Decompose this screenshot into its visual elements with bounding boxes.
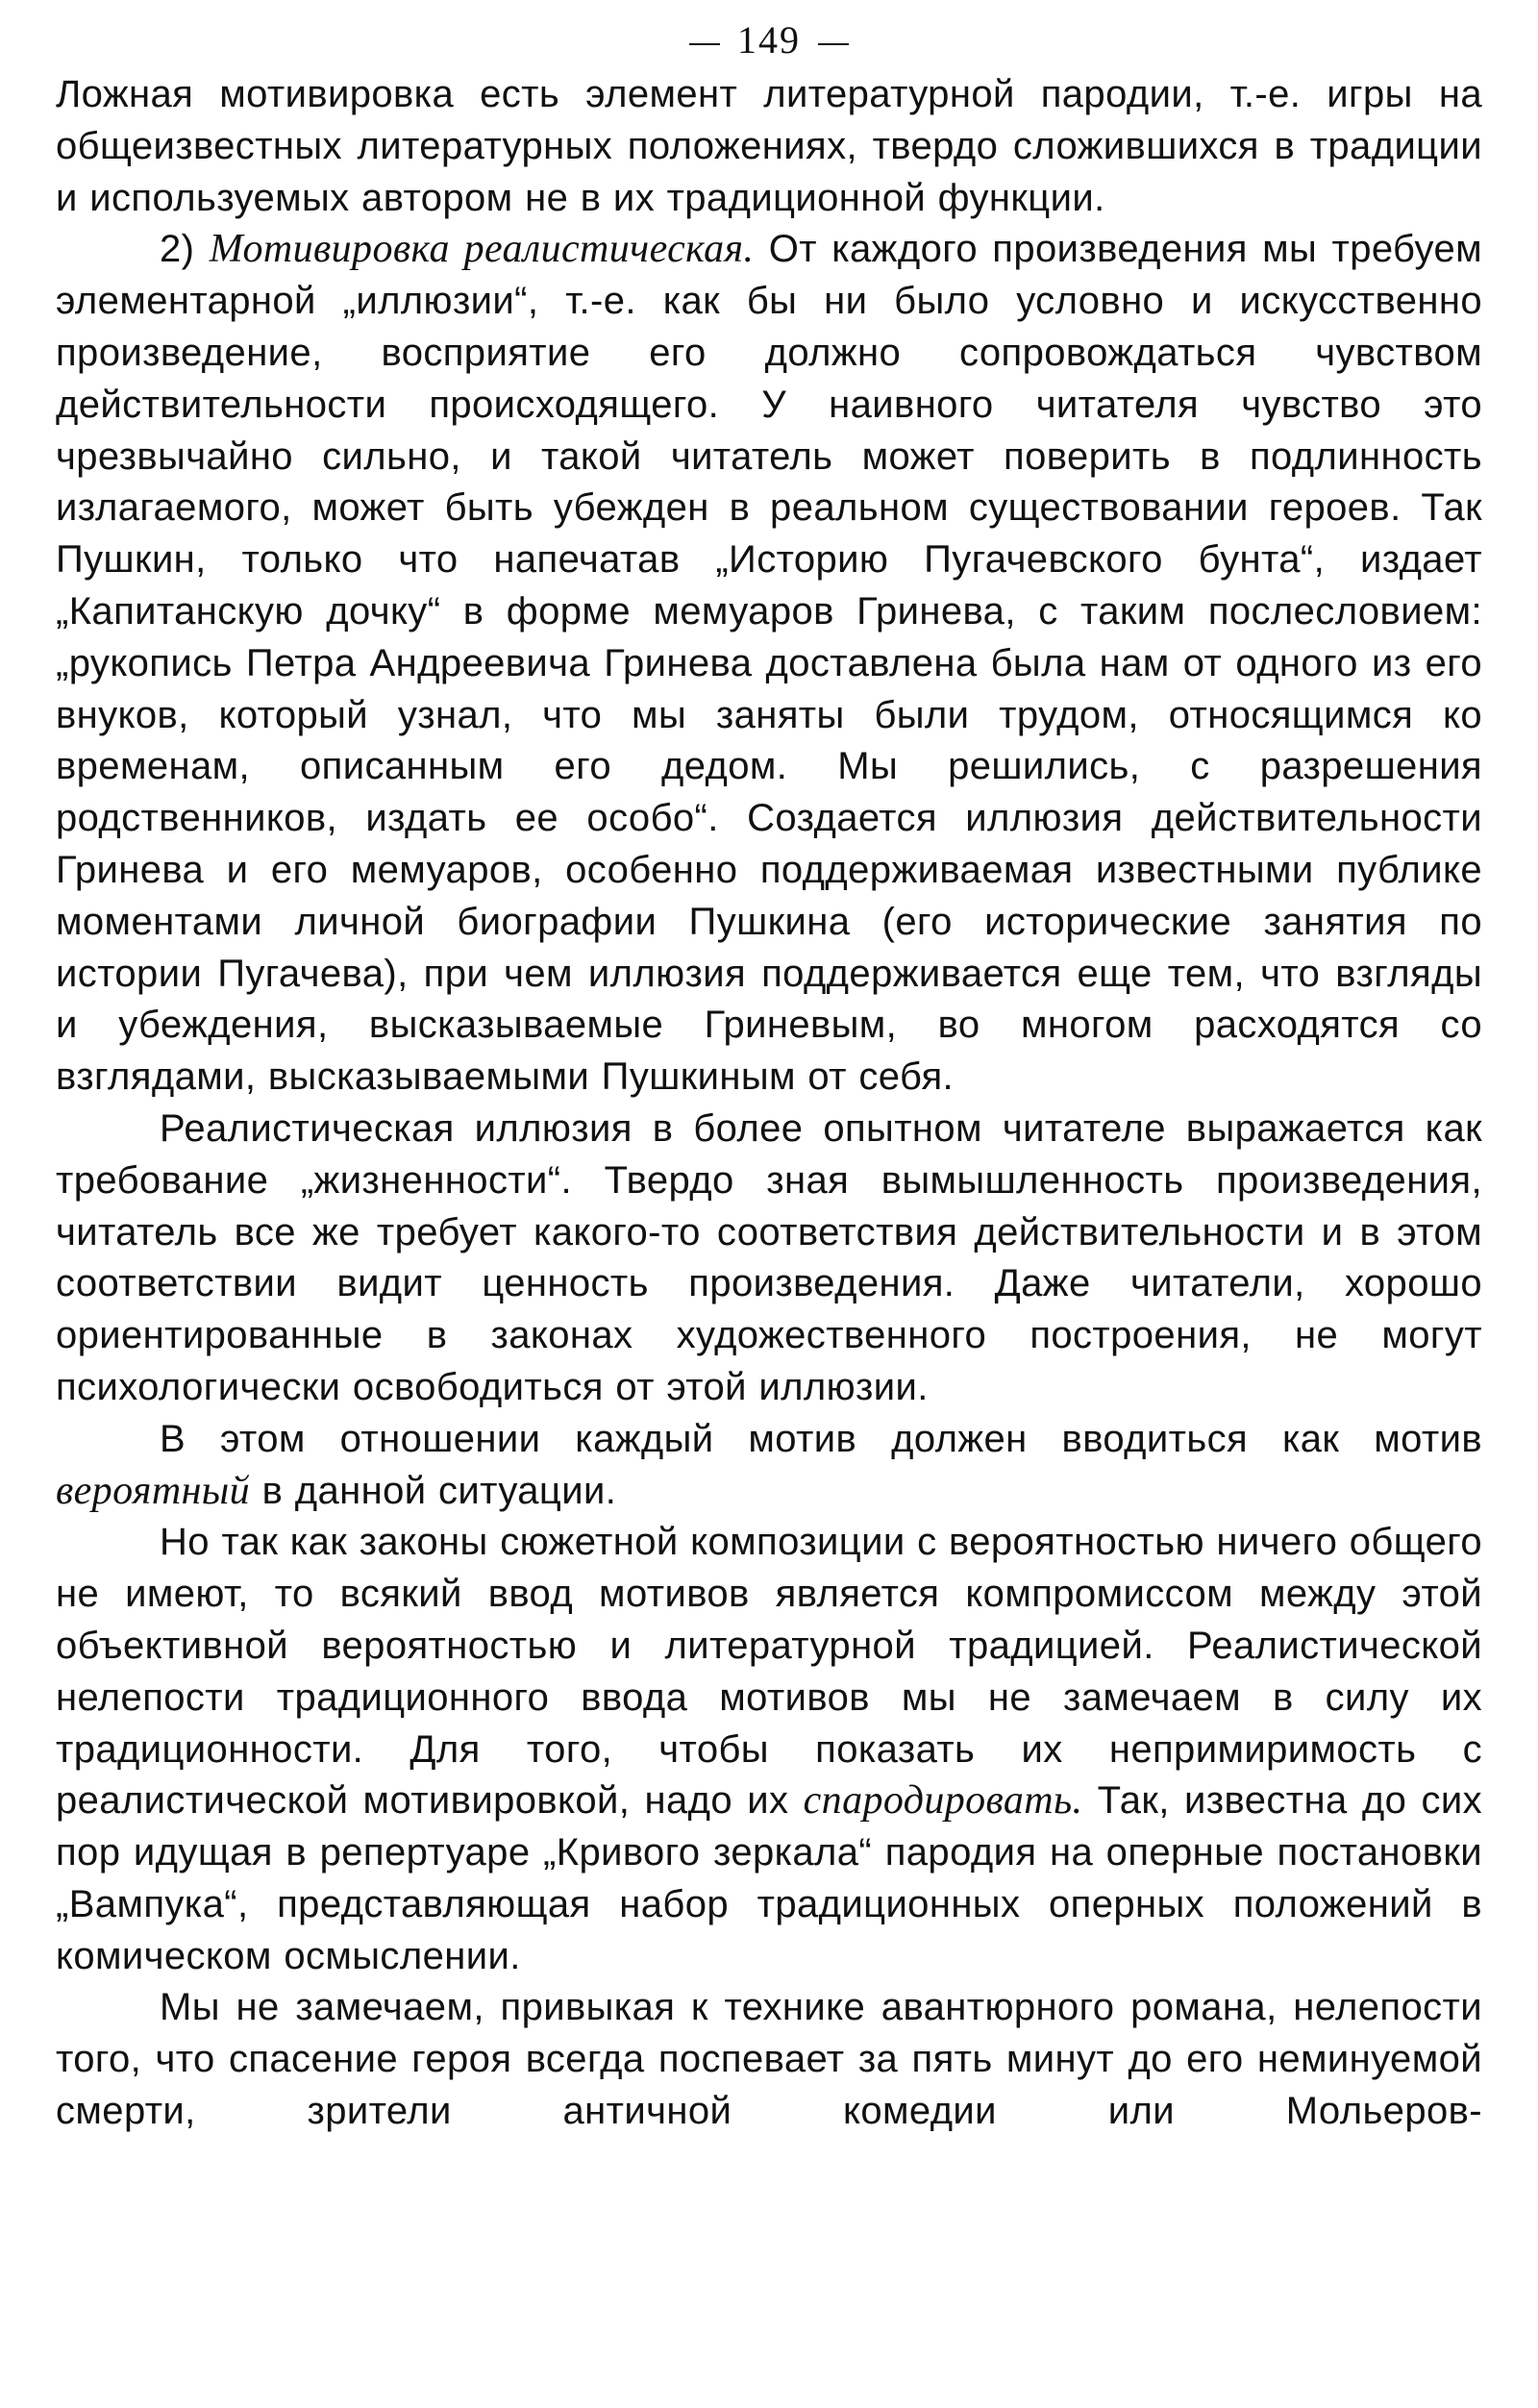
italic-phrase: Мотивировка реалистическая.	[209, 227, 755, 272]
paragraph	[56, 224, 1482, 1104]
page-number-text: 149	[737, 18, 801, 62]
text-run: Ложная мотивировка есть элемент литературной пародии, т.-е. игры на общеизвестных литературных положениях, твердо сложившихся в традиции и используемых автором не в их традиционной функции.	[56, 73, 1482, 219]
paragraph	[56, 1982, 1482, 2137]
right-dash	[818, 43, 849, 45]
paragraph	[56, 1414, 1482, 1518]
italic-phrase: вероятный	[56, 1468, 251, 1513]
italic-phrase: спародировать.	[803, 1778, 1083, 1824]
body-text	[56, 69, 1482, 2138]
text-run: Но так как законы сюжетной композиции с вероятностью ничего общего не имеют, то всякий ввод мотивов является компромиссом между этой объективной вероятностью и литературной традицией. Реалистической нелепости традиционного ввода мотивов мы не замечаем в силу их традиционности. Для того, чтобы показать их непримиримость с реалистической мотивировкой, надо их	[56, 1521, 1482, 1823]
text-run: Мы не замечаем, привыкая к технике авантюрного романа, нелепости того, что спасение героя всегда поспевает за пять минут до его неминуемой смерти, зрители античной комедии или Мольеров-	[56, 1986, 1482, 2133]
text-run: От каждого произведения мы требуем элементарной „иллюзии“, т.-е. как бы ни было условно и искусственно произведение, восприятие его должно сопровождаться чувством действительности происходящего. У наивного читателя чувство это чрезвычайно сильно, и такой читатель может поверить в подлинность излагаемого, может быть убежден в реальном существовании героев. Так Пушкин, только что напечатав „Историю Пугачевского бунта“, издает „Капитанскую дочку“ в форме мемуаров Гринева, с таким послесловием: „рукопись Петра Андреевича Гринева доставлена была нам от одного из его внуков, который узнал, что мы заняты были трудом, относящимся ко временам, описанным его дедом. Мы решились, с разрешения родственников, издать ее особо“. Создается иллюзия действительности Гринева и его мемуаров, особенно поддерживаемая известными публике моментами личной биографии Пушкина (его исторические занятия по истории Пугачева), при чем иллюзия поддерживается еще тем, что взгляды и убеждения, высказываемые Гриневым, во многом расходятся со взглядами, высказываемыми Пушкиным от себя.	[56, 228, 1482, 1099]
text-run: в данной ситуации.	[250, 1469, 617, 1512]
paragraph	[56, 69, 1482, 224]
text-run: 2)	[160, 228, 210, 271]
page-number	[56, 12, 1482, 69]
paragraph	[56, 1517, 1482, 1982]
text-run: Реалистическая иллюзия в более опытном читателе выражается как требование „жизненности“. Твердо зная вымышленность произведения, читатель все же требует какого-то соответствия действительности и в этом соответствии видит ценность произведения. Даже читатели, хорошо ориентированные в законах художественного построения, не могут психологически освободиться от этой иллюзии.	[56, 1106, 1482, 1408]
text-run: В этом отношении каждый мотив должен вводиться как мотив	[160, 1417, 1482, 1460]
left-dash	[689, 43, 720, 45]
paragraph	[56, 1104, 1482, 1414]
text-run: Так, известна до сих пор идущая в репертуаре „Кривого зеркала“ пародия на оперные постановки „Вампука“, представляющая набор традиционных оперных положений в комическом осмыслении.	[56, 1779, 1482, 1977]
